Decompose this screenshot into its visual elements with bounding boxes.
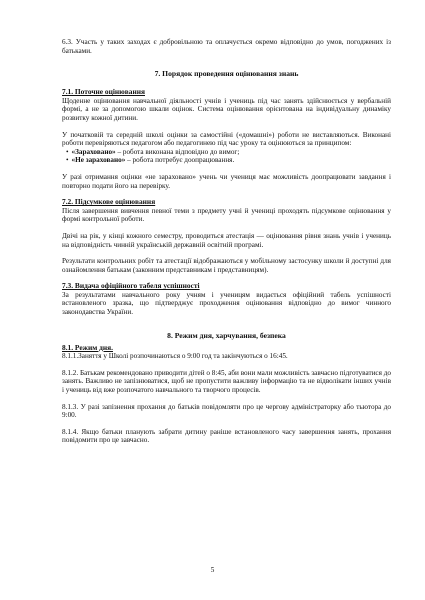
paragraph-7-1-c: У разі отримання оцінки «не зараховано» учень чи учениця має можливість доопрацювати завдання і повторно подати його на перевірку. (62, 172, 391, 190)
paragraph-8-1-3: 8.1.3. У разі запізнення прохання до батьків повідомляти про це чергову адміністраторку або тьютора до 9:00. (62, 402, 391, 420)
list-item (66, 148, 391, 157)
subsection-7-1-title: 7.1. Поточне оцінювання (62, 87, 145, 97)
list-item-text: – робота потребує доопрацювання. (125, 156, 235, 165)
paragraph-7-2-c: Результати контрольних робіт та атестації відображаються у мобільному застосунку школи й доступні для ознайомлення батькам (законним представникам і представницям). (62, 257, 391, 274)
page-number: 5 (210, 566, 215, 574)
paragraph-8-1-2: 8.1.2. Батькам рекомендовано приводити дітей о 8:45, аби вони мали можливість завчасно підготуватися до занять. Важливо не запізнюватися, щоб не пропустити важливу інформацію та не відволікати інших учнів і учениць від вже розпочатого навчального та творчого процесів. (62, 368, 391, 395)
paragraph-6-3: 6.3. Участь у таких заходах є добровільною та оплачується окремо відповідно до умов, погоджених із батьками. (62, 38, 391, 55)
list-item-bold: «Не зараховано» (71, 156, 126, 165)
paragraph-7-2-b: Двічі на рік, у кінці кожного семестру, проводиться атестація — оцінювання рівня знань учнів і учениць на відповідність чинній українській державній освітній програмі. (62, 231, 391, 249)
section-8-title: 8. Режим дня, харчування, безпека (167, 330, 286, 340)
paragraph-7-2-a: Після завершення вивчення певної теми з предмету учні й учениці проходять підсумкове оцінювання у формі контрольної роботи. (62, 206, 391, 224)
paragraph-7-1-b: У початковій та середній школі оцінки за самостійні («домашні») роботи не виставляються. Виконані роботи перевіряються педагогом або педагогинею під час уроку та оцінюються за принципом: (62, 130, 391, 148)
subsection-7-3-title: 7.3. Видача офіційного табеля успішності (62, 281, 200, 291)
subsection-7-2-title: 7.2. Підсумкове оцінювання (62, 197, 156, 207)
grading-list (62, 148, 391, 165)
paragraph-8-1-4: 8.1.4. Якщо батьки планують забрати дитину раніше встановленого часу завершення занять, прохання повідомити про це завчасно. (62, 427, 391, 445)
subsection-8-1-title: 8.1. Режим дня. (62, 342, 113, 352)
section-7-title: 7. Порядок проведення оцінювання знань (154, 69, 299, 79)
list-item-text: – робота виконана відповідно до вимог; (115, 147, 240, 156)
list-item (66, 156, 391, 165)
paragraph-7-3: За результатами навчального року учням і ученицям видається офіційний табель успішності встановленого зразка, що підтверджує проходження оцінювання відповідно до вимог чинного законодавства України. (62, 290, 391, 317)
paragraph-8-1-1: 8.1.1.Заняття у Школі розпочинаються о 9:00 год та закінчуються о 16:45. (62, 352, 288, 361)
paragraph-7-1-a: Щоденне оцінювання навчальної діяльності учнів і учениць під час занять здійснюється у вербальній формі, а не за допомогою шкали оцінок. Система оцінювання орієнтована на індивідуальну динаміку розвитку кожної дитини. (62, 96, 391, 122)
list-item-bold: «Зараховано» (71, 147, 116, 156)
